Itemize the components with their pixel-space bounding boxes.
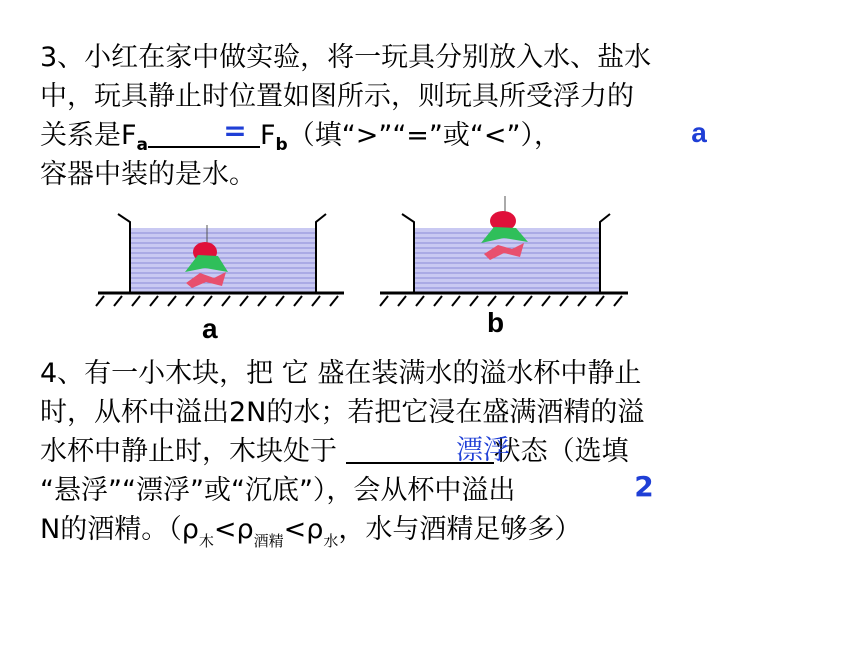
q4-line-4: “悬浮”“漂浮”或“沉底”），会从杯中溢出 [40, 475, 516, 506]
container-a [96, 214, 344, 306]
label-b: b [487, 307, 505, 338]
q4-line-3: 水杯中静止时，木块处于 状态（选填 [40, 436, 629, 467]
q3-line-3: 关系是$F_a$ $F_b$（填“>”“=”或“<”）， [40, 120, 562, 155]
q4-answer-amount: 2 [634, 470, 654, 503]
container-b [380, 196, 628, 306]
q3-line-4: 容器中装的是水。 [40, 159, 256, 190]
q4-line-2: 时，从杯中溢出2N的水；若把它浸在盛满酒精的溢 [40, 397, 645, 428]
q3-line-2: 中，玩具静止时位置如图所示，则玩具所受浮力的 [40, 81, 634, 112]
q4-line-1: 4、有一小木块，把 它 盛在装满水的溢水杯中静止 [40, 358, 642, 389]
q4-line-5: N的酒精。（$\rho_木<\rho_{酒精}<\rho_水$，水与酒精足够多） [40, 514, 582, 550]
q3-line-1: 3、小红在家中做实验，将一玩具分别放入水、盐水 [40, 42, 652, 73]
q3-answer-relation: = [223, 114, 247, 147]
label-a: a [202, 313, 218, 344]
q4-answer-state: 漂浮 [456, 435, 510, 466]
q3-answer-container: a [691, 117, 707, 148]
